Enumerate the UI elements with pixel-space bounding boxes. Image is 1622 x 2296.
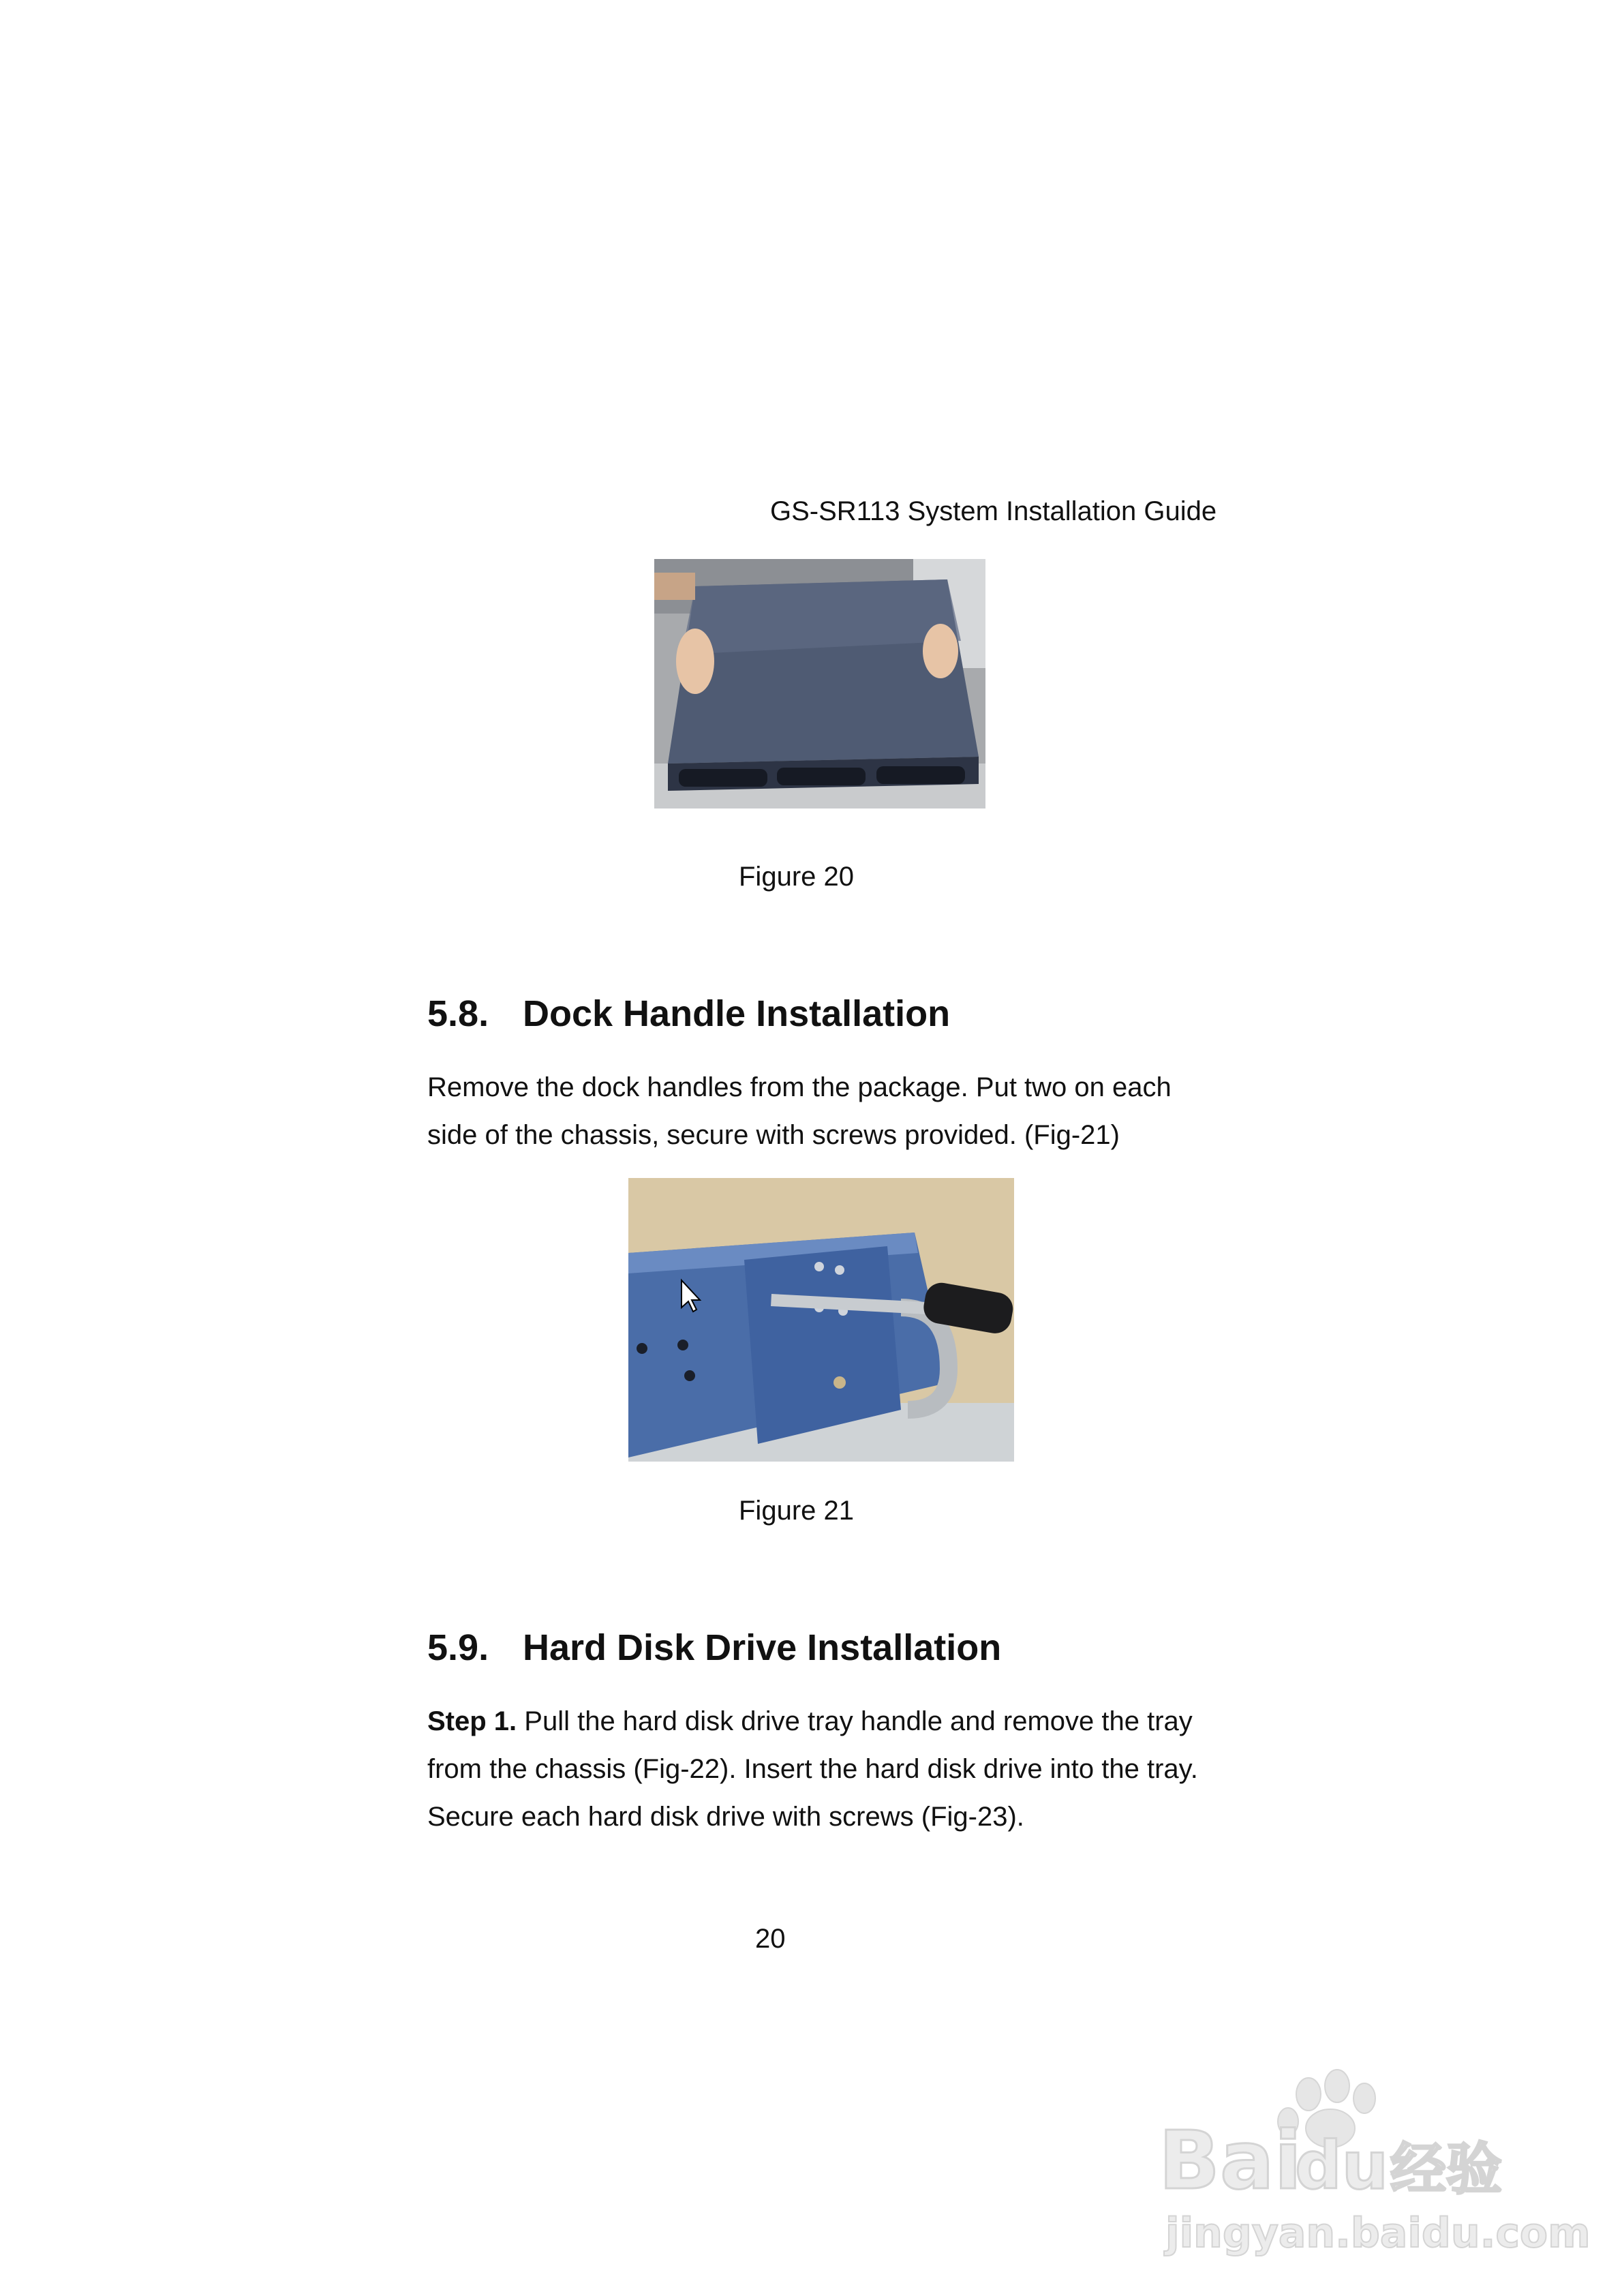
figure-20-caption: Figure 20 (739, 862, 854, 892)
section-5-9-heading (427, 1627, 1001, 1669)
baidu-watermark-logo (1152, 2059, 1591, 2263)
step-label: Step 1. (427, 1706, 517, 1736)
svg-text:du: du (1295, 2128, 1389, 2204)
svg-text:经验: 经验 (1390, 2137, 1503, 2202)
running-header: GS-SR113 System Installation Guide (770, 496, 1217, 526)
section-number: 5.9. (427, 1627, 489, 1668)
section-title: Dock Handle Installation (523, 993, 951, 1034)
svg-text:Bai: Bai (1159, 2113, 1302, 2207)
figure-21-caption: Figure 21 (739, 1496, 854, 1526)
svg-text:jingyan.baidu.com: jingyan.baidu.com (1165, 2209, 1591, 2257)
page-number: 20 (755, 1924, 786, 1954)
section-title: Hard Disk Drive Installation (523, 1627, 1002, 1668)
section-5-8-heading (427, 993, 950, 1035)
figure-21-photo (628, 1178, 1014, 1462)
section-number: 5.8. (427, 993, 489, 1034)
figure-20-photo (654, 559, 985, 809)
section-5-9-body (427, 1697, 1218, 1841)
section-5-8-body: Remove the dock handles from the package. Put two on each side of the chassis, secure with screws provided. (Fig-21) (427, 1072, 1172, 1150)
step-text: Pull the hard disk drive tray handle and remove the tray from the chassis (Fig-22). Insert the hard disk drive into the tray. Secure each hard disk drive with screws (Fig-23). (427, 1706, 1198, 1832)
